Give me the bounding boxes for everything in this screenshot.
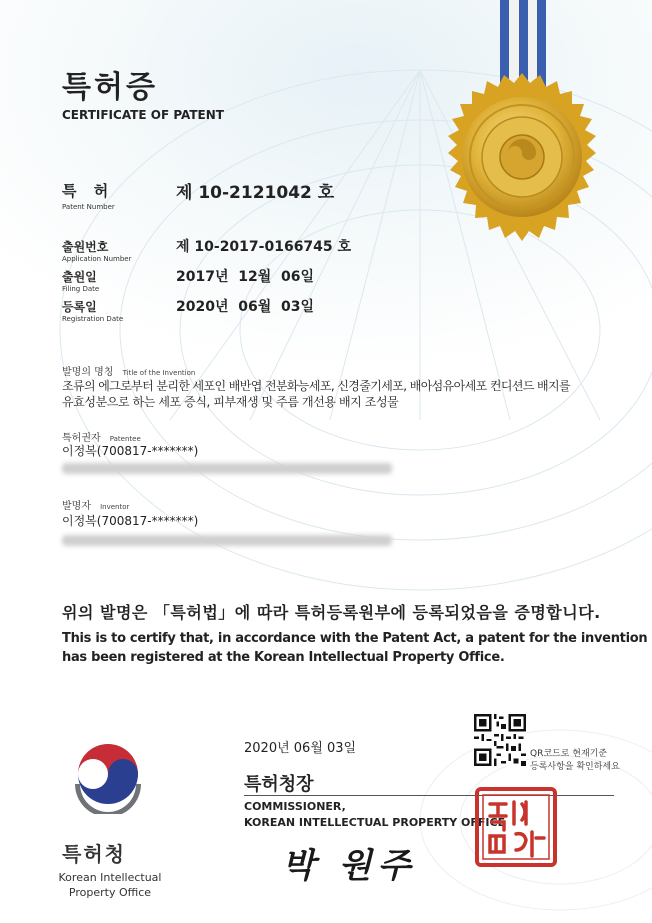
issue-date: 2020년 06월 03일 <box>244 741 357 756</box>
kipo-logo-icon <box>72 742 144 814</box>
agency-name-en-line1: Korean Intellectual <box>58 871 162 884</box>
patentee-label-ko: 특허권자 <box>62 433 101 444</box>
qr-note-line2: 등록사항을 확인하세요 <box>530 762 620 772</box>
commissioner-divider <box>244 795 614 796</box>
patentee-name: 이정복(700817-*******) <box>62 444 199 458</box>
application-number-label-en: Application Number <box>62 255 132 263</box>
patentee-label-en: Patentee <box>109 435 141 443</box>
registration-date-label: 등록일 <box>62 300 97 314</box>
registration-date-label-en: Registration Date <box>62 315 124 323</box>
commissioner-title-en-line1: COMMISSIONER, <box>244 800 346 813</box>
certification-text-en-line1: This is to certify that, in accordance with the Patent Act, a patent for the invention <box>62 631 648 646</box>
qr-note-line1: QR코드로 현재기준 <box>530 749 608 759</box>
filing-date-label-en: Filing Date <box>62 285 100 293</box>
commissioner-signature: 박 원주 <box>282 846 417 886</box>
certification-text-en-line2: has been registered at the Korean Intellectual Property Office. <box>62 650 505 665</box>
inventor-address-redacted <box>62 535 392 546</box>
qr-code-icon[interactable] <box>474 714 526 766</box>
commissioner-title-ko: 특허청장 <box>244 774 314 795</box>
registration-date-value: 2020년 06월 03일 <box>176 299 314 315</box>
inventor-label-ko: 발명자 <box>62 501 91 512</box>
inventor-label-en: Inventor <box>100 503 130 511</box>
filing-date-label: 출원일 <box>62 270 97 284</box>
official-stamp-icon <box>474 786 558 868</box>
agency-name-ko: 특허청 <box>62 842 126 866</box>
patent-number-label: 특 허 <box>62 182 115 200</box>
page-subtitle: CERTIFICATE OF PATENT <box>62 108 224 122</box>
certification-text-ko: 위의 발명은 「특허법」에 따라 특허등록원부에 등록되었음을 증명합니다. <box>62 603 601 622</box>
invention-title-label-ko: 발명의 명칭 <box>62 367 114 378</box>
agency-name-en-line2: Property Office <box>68 886 152 899</box>
invention-title-label-en: Title of the Invention <box>122 369 196 377</box>
application-number-label: 출원번호 <box>62 240 109 254</box>
invention-title-line2: 유효성분으로 하는 세포 증식, 피부재생 및 주름 개선용 배지 조성물 <box>62 395 399 409</box>
filing-date-value: 2017년 12월 06일 <box>176 269 314 285</box>
invention-title-line1: 조류의 에그로부터 분리한 세포인 배반엽 전분화능세포, 신경줄기세포, 배아섬유아세포 컨디션드 배지를 <box>62 379 571 393</box>
inventor-name: 이정복(700817-*******) <box>62 514 199 528</box>
patentee-address-redacted <box>62 463 392 474</box>
inventor-label <box>62 494 129 513</box>
commissioner-title-en-line2: KOREAN INTELLECTUAL PROPERTY OFFICE <box>244 816 506 829</box>
page-title: 특허증 <box>62 70 158 105</box>
patent-number-label-en: Patent Number <box>62 203 115 211</box>
application-number-value: 제 10-2017-0166745 호 <box>176 239 352 255</box>
patent-number-value: 제 10-2121042 호 <box>176 183 335 203</box>
